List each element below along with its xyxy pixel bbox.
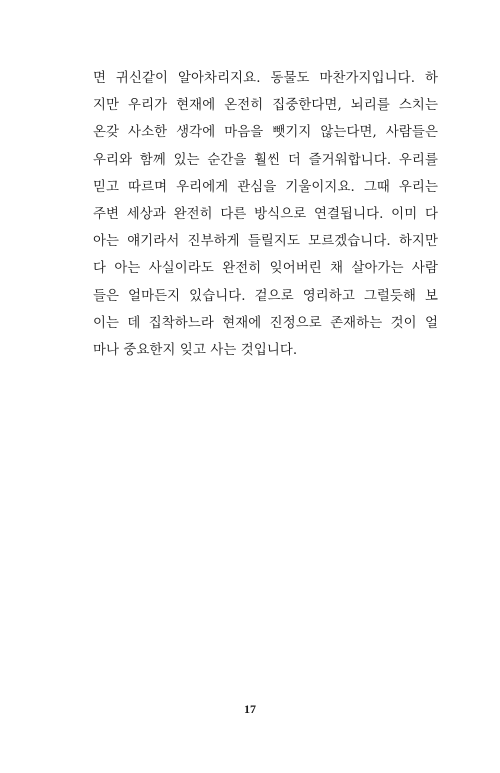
page-number: 17 (244, 702, 256, 716)
text-line: 면 귀신같이 알아차리지요. 동물도 마찬가지입니다. 하 (93, 71, 438, 86)
text-line: 온갖 사소한 생각에 마음을 뺏기지 않는다면, 사람들은 (93, 125, 438, 141)
text-line: 우리와 함께 있는 순간을 훨씬 더 즐거워합니다. 우리를 (93, 152, 438, 168)
text-line: 이는 데 집착하느라 현재에 진정으로 존재하는 것이 얼 (93, 315, 438, 331)
text-line: 아는 얘기라서 진부하게 들릴지도 모르겠습니다. 하지만 (93, 234, 438, 250)
text-line: 지만 우리가 현재에 온전히 집중한다면, 뇌리를 스치는 (93, 98, 438, 114)
text-line: 마나 중요한지 잊고 사는 것입니다. (93, 342, 298, 358)
text-line: 주변 세상과 완전히 다른 방식으로 연결됩니다. 이미 다 (93, 206, 438, 222)
body-text (93, 65, 438, 364)
text-line: 믿고 따르며 우리에게 관심을 기울이지요. 그때 우리는 (93, 179, 438, 195)
text-line: 다 아는 사실이라도 완전히 잊어버린 채 살아가는 사람 (93, 261, 438, 277)
text-line: 들은 얼마든지 있습니다. 겉으로 영리하고 그럴듯해 보 (93, 288, 438, 304)
